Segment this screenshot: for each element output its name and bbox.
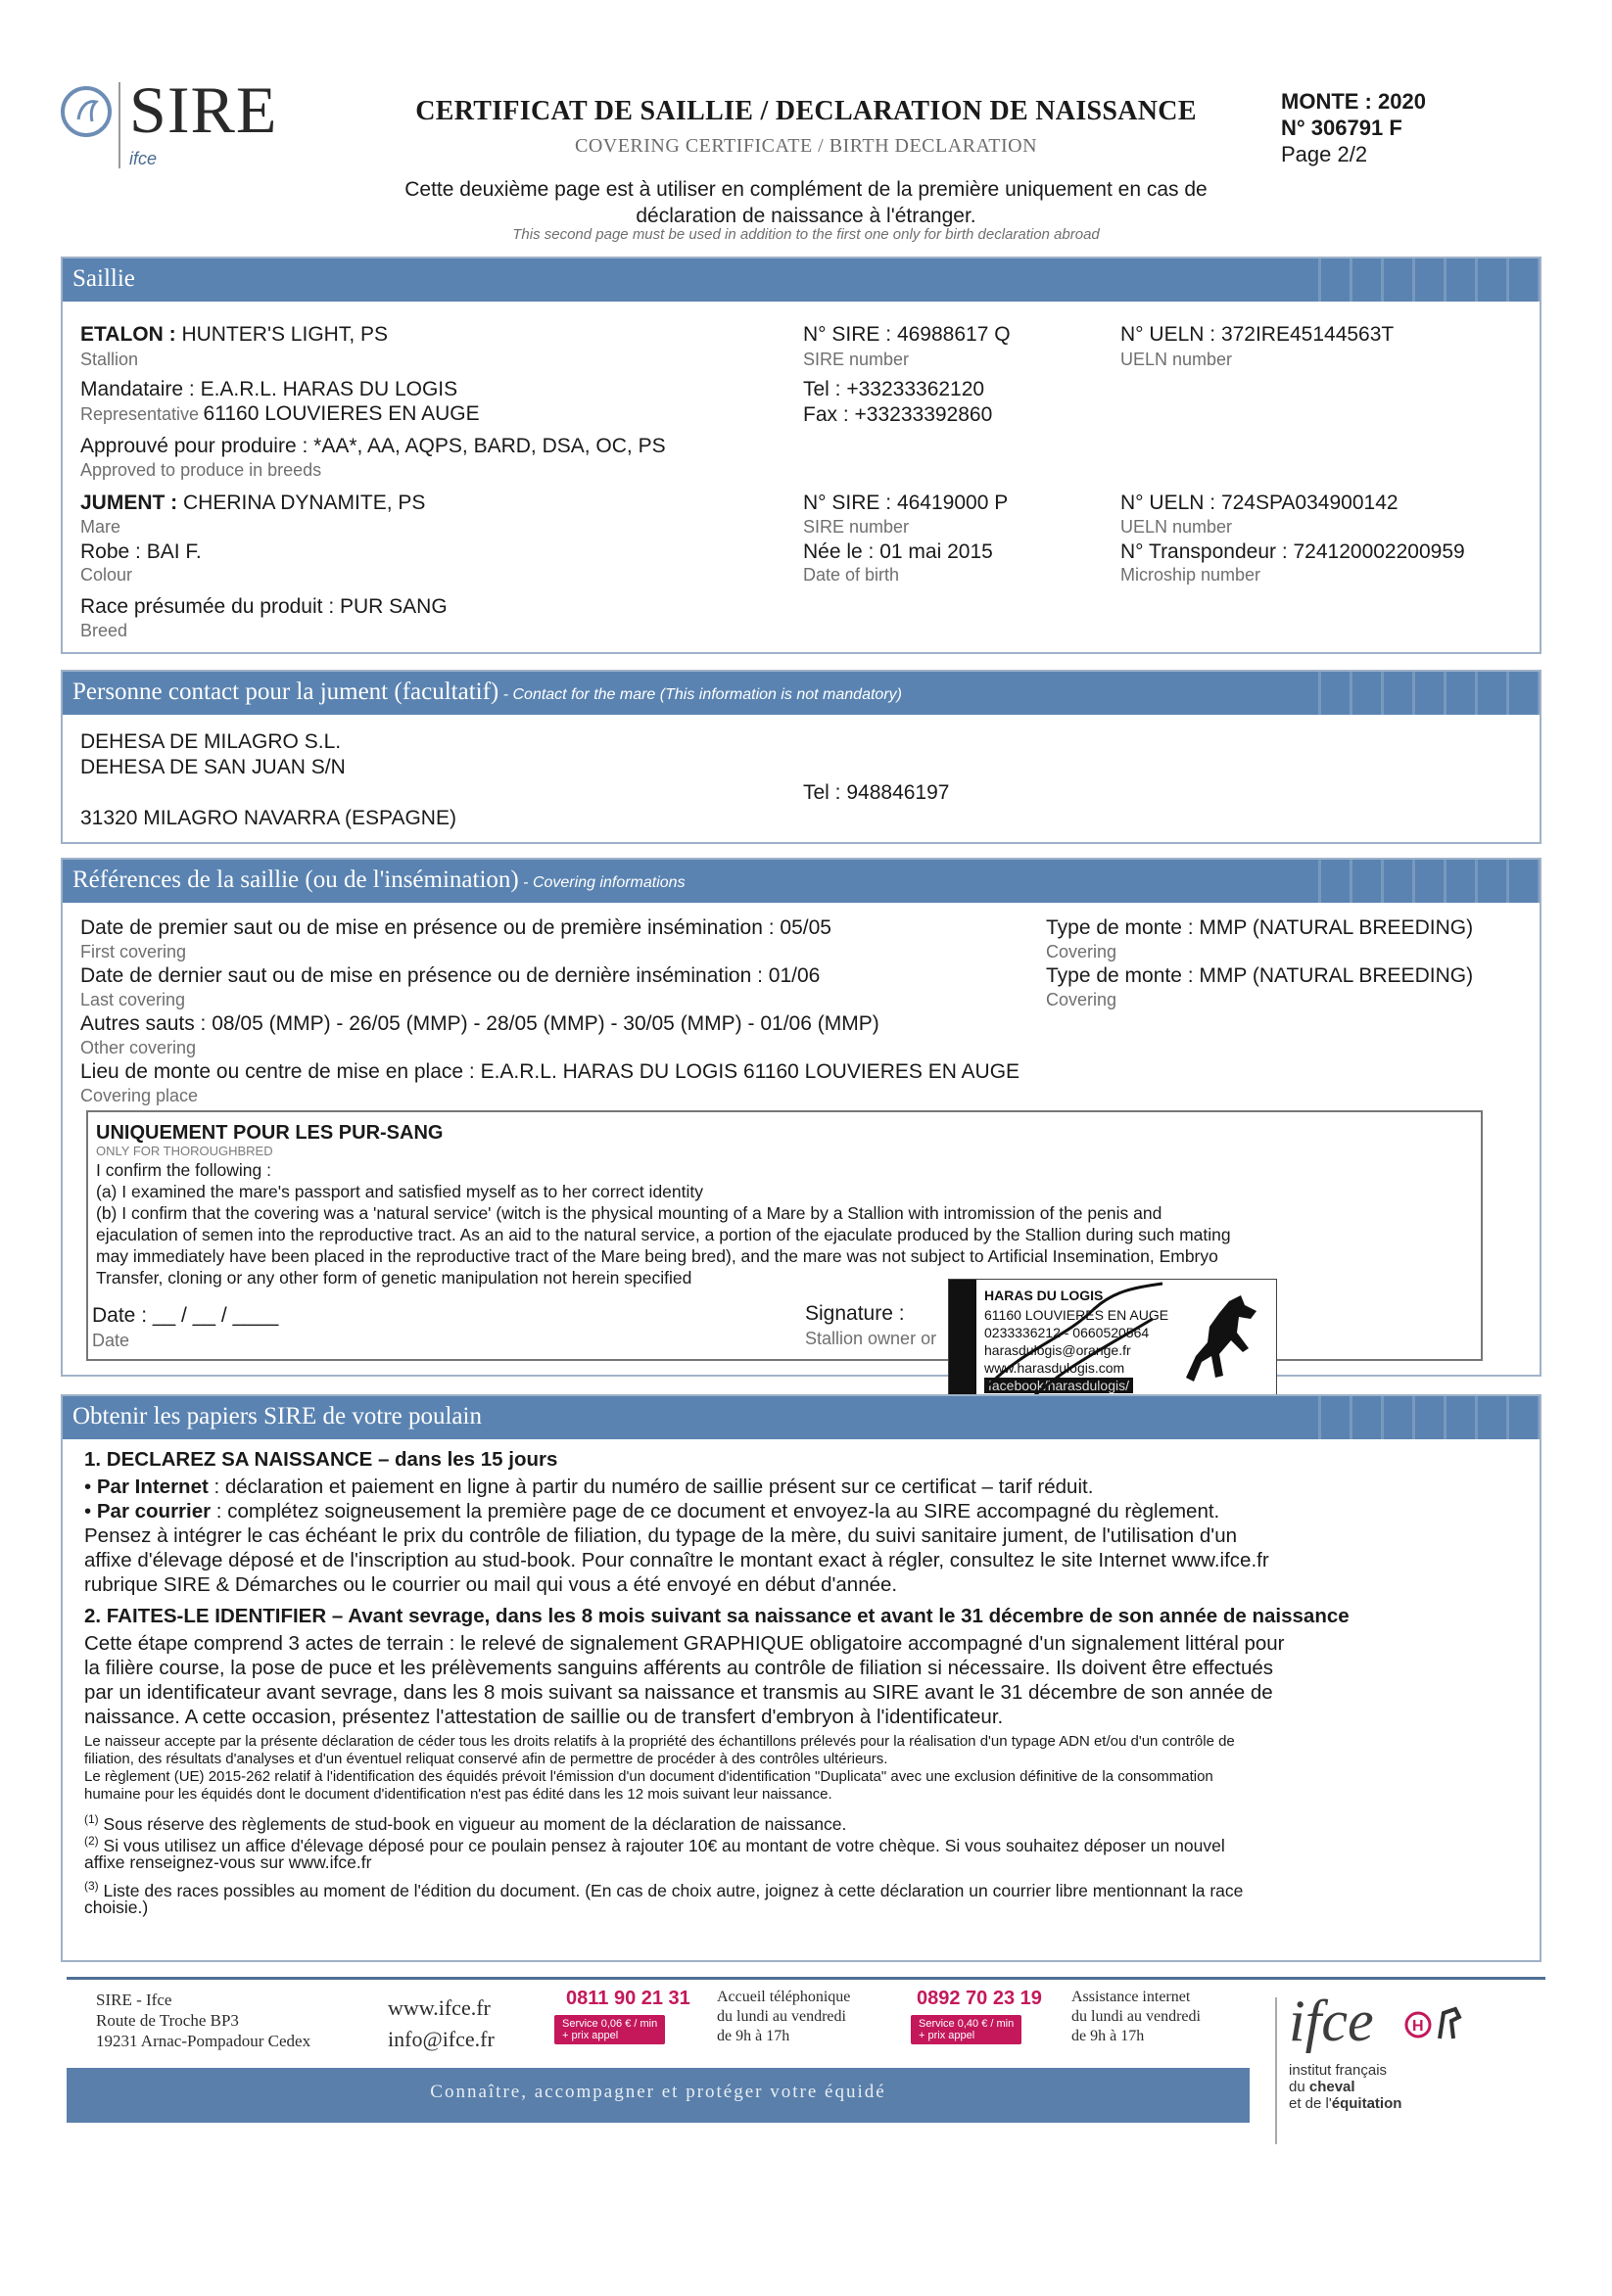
jument-label: JUMENT : [80, 492, 178, 514]
mandataire-label: Mandataire : [80, 378, 195, 400]
intro-line-1: Cette deuxième page est à utiliser en complément de la première uniquement en cas de [404, 178, 1208, 201]
price-line: Service 0,40 € / min [919, 2018, 1015, 2030]
robe-row [80, 540, 202, 564]
type-monte-2-en: Covering [1046, 990, 1117, 1009]
ifce-word: et de l' [1289, 2095, 1332, 2112]
tel-row [803, 378, 984, 401]
jument-ueln [1120, 492, 1399, 515]
references-heading-en: - Covering informations [518, 874, 686, 891]
phone-accueil[interactable]: 0811 90 21 31 [566, 1988, 690, 2009]
ifce-fullname [1289, 2062, 1401, 2112]
transpondeur-label: N° Transpondeur : [1120, 540, 1288, 563]
ifce-line: institut français [1289, 2062, 1388, 2079]
step-2-title: 2. FAITES-LE IDENTIFIER – Avant sevrage, dans les 8 mois suivant sa naissance et avant le 31 décembre de son année de naissance [84, 1605, 1350, 1627]
transpondeur-label-en: Microship number [1120, 565, 1261, 585]
mandataire-address: 61160 LOUVIERES EN AUGE [203, 402, 480, 425]
tb-line: Transfer, cloning or any other form of genetic manipulation not herein specified [96, 1268, 692, 1288]
fax-value: +33233392860 [854, 403, 993, 426]
type-monte-1: Type de monte : MMP (NATURAL BREEDING) [1046, 916, 1474, 939]
price-line: + prix appel [919, 2030, 975, 2041]
etalon-ueln [1120, 323, 1394, 347]
thoroughbred-subtitle: ONLY FOR THOROUGHBRED [96, 1144, 273, 1158]
note-text: Sous réserve des règlements de stud-book en vigueur au moment de la déclaration de naissance. [103, 1813, 847, 1834]
phone-1-price [554, 2015, 665, 2044]
ifce-word: équitation [1331, 2095, 1402, 2112]
note-3 [84, 1876, 1243, 1901]
intro-text-en: This second page must be used in addition to the first one only for birth declaration abroad [512, 226, 1100, 243]
contact-section [61, 670, 1541, 844]
etalon-label-en: Stallion [80, 350, 139, 369]
phone-1-desc [717, 1988, 850, 2046]
address-line: 19231 Arnac-Pompadour Cedex [96, 2032, 311, 2050]
saillie-heading: Saillie [72, 265, 135, 292]
desc-line: du lundi au vendredi [1071, 2008, 1201, 2025]
nee-label: Née le : [803, 540, 875, 563]
step-1-text: Pensez à intégrer le cas échéant le prix du contrôle de filiation, du typage de la mère, du suivi sanitaire jument, de l'utilisation d'un [84, 1524, 1238, 1547]
intro-line-2: déclaration de naissance à l'étranger. [636, 205, 976, 227]
note-text: choisie.) [84, 1898, 149, 1917]
section-heading [63, 672, 1540, 715]
type-monte-1-en: Covering [1046, 942, 1117, 961]
autres-sauts: Autres sauts : 08/05 (MMP) - 26/05 (MMP) - 28/05 (MMP) - 30/05 (MMP) - 01/06 (MMP) [80, 1012, 879, 1035]
sire-label: N° SIRE : [803, 492, 892, 514]
address-line: SIRE - Ifce [96, 1991, 172, 2009]
dernier-saut: Date de dernier saut ou de mise en présence ou de dernière insémination : 01/06 [80, 964, 821, 987]
ifce-word: cheval [1308, 2079, 1355, 2095]
sire-label-en: SIRE number [803, 350, 910, 369]
section-heading [63, 860, 1540, 903]
ifce-line [1289, 2095, 1401, 2112]
approuve-value: *AA*, AA, AQPS, BARD, DSA, OC, PS [313, 435, 666, 457]
robe-value: BAI F. [146, 540, 202, 563]
obtenir-heading: Obtenir les papiers SIRE de votre poulain [72, 1403, 482, 1429]
contact-tel: Tel : 948846197 [803, 781, 950, 804]
race-label: Race présumée du produit : [80, 595, 335, 618]
step-2-text: la filière course, la pose de puce et les prélèvements sanguins afférents au contrôle de filiation si nécessaire. Ils doivent être effectués [84, 1657, 1273, 1679]
legal-text: filiation, des résultats d'analyses et d'un éventuel reliquat conservé afin de permettre de procéder à des contrôles ultérieurs. [84, 1751, 888, 1767]
section-heading [63, 258, 1540, 302]
race-row [80, 595, 448, 619]
transpondeur-row [1120, 540, 1465, 564]
tb-line: (a) I examined the mare's passport and satisfied myself as to her correct identity [96, 1182, 704, 1201]
fax-row [803, 403, 992, 427]
thoroughbred-title: UNIQUEMENT POUR LES PUR-SANG [96, 1122, 444, 1144]
tb-line: I confirm the following : [96, 1160, 271, 1180]
contact-line-1: DEHESA DE MILAGRO S.L. [80, 730, 342, 753]
lieu-monte: Lieu de monte ou centre de mise en place : E.A.R.L. HARAS DU LOGIS 61160 LOUVIERES EN AUGE [80, 1060, 1020, 1083]
brand-sub: ifce [129, 149, 158, 168]
race-value: PUR SANG [340, 595, 448, 618]
etalon-sire-value: 46988617 Q [896, 323, 1011, 346]
footer-email-link[interactable]: info@ifce.fr [388, 2027, 495, 2051]
footer-address [96, 1990, 310, 2051]
step-2-text: naissance. A cette occasion, présentez l'attestation de saillie ou de transfert d'embryon à l'identificateur. [84, 1706, 1004, 1728]
jument-value: CHERINA DYNAMITE, PS [183, 492, 426, 514]
logo-divider [1275, 1997, 1277, 2144]
signature-scribble-icon [976, 1280, 1172, 1400]
step-2-text: par un identificateur avant sevrage, dans les 8 mois suivant sa naissance et transmis au SIRE avant le 31 décembre de son année de [84, 1681, 1273, 1704]
price-line: Service 0,06 € / min [562, 2018, 658, 2030]
certificate-ref [1281, 88, 1426, 167]
monte-year: MONTE : 2020 [1281, 89, 1426, 114]
legal-text: humaine pour les équidés dont le document d'identification n'est pas édité dans les 12 mois suivant leur naissance. [84, 1786, 832, 1803]
heading-stripes [1304, 258, 1540, 302]
jument-sire [803, 492, 1008, 515]
jument-sire-value: 46419000 P [896, 492, 1009, 514]
desc-line: de 9h à 17h [717, 2028, 790, 2044]
date-field[interactable]: Date : __ / __ / ____ [92, 1304, 279, 1327]
certificate-number: N° 306791 F [1281, 116, 1402, 140]
stamp-line: 61160 LOUVIERES EN AUGE [984, 1307, 1169, 1323]
footer-divider [67, 1977, 1545, 1980]
heading-stripes [1304, 860, 1540, 903]
stamp-line: harasdulogis@orange.fr [984, 1342, 1131, 1358]
nee-value: 01 mai 2015 [879, 540, 993, 563]
nee-label-en: Date of birth [803, 565, 900, 585]
signature-field[interactable]: Signature : [805, 1302, 905, 1325]
internet-label: Par Internet [96, 1476, 209, 1498]
note-text: affixe renseignez-vous sur www.ifce.fr [84, 1852, 372, 1872]
ueln-label: N° UELN : [1120, 323, 1216, 346]
tb-line: ejaculation of semen into the reproductive tract. As an aid to the natural service, a portion of the ejaculate produced by the Stallion during such mating [96, 1225, 1231, 1244]
phone-2-desc [1071, 1988, 1201, 2046]
ifce-emblem-icon [1404, 2003, 1463, 2046]
stamp-line: HARAS DU LOGIS [984, 1288, 1104, 1303]
etalon-value: HUNTER'S LIGHT, PS [181, 323, 388, 346]
footer-tagline: Connaître, accompagner et protéger votre équidé [67, 2068, 1250, 2123]
ueln-label-en: UELN number [1120, 350, 1233, 369]
transpondeur-value: 724120002200959 [1293, 540, 1465, 563]
step-2-text: Cette étape comprend 3 actes de terrain : le relevé de signalement GRAPHIQUE obligatoire accompagné d'un signalement littéral pour [84, 1632, 1285, 1655]
tel-value: +33233362120 [846, 378, 985, 400]
etalon-sire [803, 323, 1011, 347]
mandataire-name: E.A.R.L. HARAS DU LOGIS [200, 378, 458, 400]
sire-label: N° SIRE : [803, 323, 892, 346]
contact-line-3: 31320 MILAGRO NAVARRA (ESPAGNE) [80, 807, 456, 829]
step-1-text: affixe d'élevage déposé et de l'inscription au stud-book. Pour connaître le montant exact à régler, consultez le site Internet www.ifce.fr [84, 1549, 1269, 1571]
desc-line: Assistance internet [1071, 1989, 1191, 2005]
etalon-label: ETALON : [80, 323, 176, 346]
jument-label-en: Mare [80, 517, 121, 537]
approuve-row [80, 435, 666, 458]
stamp-line: facebook/harasdulogis/ [984, 1378, 1133, 1393]
footer-website-link[interactable]: www.ifce.fr [388, 1995, 491, 2020]
desc-line: Accueil téléphonique [717, 1989, 851, 2005]
jument-row [80, 492, 425, 515]
approuve-label-en: Approved to produce in breeds [80, 460, 322, 480]
nee-row [803, 540, 993, 564]
step-1-title: 1. DECLAREZ SA NAISSANCE – dans les 15 jours [84, 1448, 558, 1471]
obtenir-section [61, 1394, 1541, 1962]
heading-stripes [1304, 1396, 1540, 1439]
legal-text: Le naisseur accepte par la présente déclaration de céder tous les droits relatifs à la propriété des échantillons prélevés pour la réalisation d'un typage ADN et/ou d'un contrôle de [84, 1733, 1235, 1750]
race-label-en: Breed [80, 621, 128, 640]
lieu-monte-en: Covering place [80, 1086, 199, 1105]
references-heading: Références de la saillie (ou de l'insémination) [72, 867, 519, 893]
type-monte-2: Type de monte : MMP (NATURAL BREEDING) [1046, 964, 1474, 987]
mandataire-address-row [80, 402, 480, 426]
desc-line: du lundi au vendredi [717, 2008, 846, 2025]
tb-line: may immediately have been placed in the reproductive tract of the Mare being bred), and the mare was not subject to Artificial Insemination, Embryo [96, 1246, 1218, 1266]
mandataire-row [80, 378, 457, 401]
approuve-label: Approuvé pour produire : [80, 435, 308, 457]
courrier-line: • Par courrier : complétez soigneusement la première page de ce document et envoyez-la au SIRE accompagné du règlement. [84, 1500, 1220, 1523]
autres-sauts-en: Other covering [80, 1038, 197, 1057]
note-text: Si vous utilisez un affice d'élevage déposé pour ce poulain pensez à rajouter 10€ au montant de votre chèque. Si vous souhaitez déposer un nouvel [103, 1835, 1225, 1855]
stamp-line: 0233336212 - 0660520564 [984, 1325, 1150, 1340]
page-number: Page 2/2 [1281, 142, 1368, 166]
ifce-wordmark: ifce [1289, 1989, 1374, 2053]
courrier-text: : complétez soigneusement la première page de ce document et envoyez-la au SIRE accompagné du règlement. [211, 1500, 1220, 1523]
legal-text: Le règlement (UE) 2015-262 relatif à l'identification des équidés prévoit l'émission d'un document d'identification "Duplicata" avec une exclusion définitive de la consommation [84, 1768, 1213, 1785]
page-title: CERTIFICAT DE SAILLIE / DECLARATION DE NAISSANCE [415, 96, 1197, 126]
haras-stamp [948, 1279, 1277, 1400]
date-label-en: Date [92, 1331, 130, 1350]
courrier-label: Par courrier [96, 1500, 212, 1523]
phone-assistance[interactable]: 0892 70 23 19 [917, 1988, 1042, 2009]
dernier-saut-en: Last covering [80, 990, 186, 1009]
ueln-label-en: UELN number [1120, 517, 1233, 537]
contact-line-2: DEHESA DE SAN JUAN S/N [80, 756, 346, 778]
note-text: Liste des races possibles au moment de l'édition du document. (En cas de choix autre, joignez à cette déclaration un courrier libre mentionnant la race [103, 1880, 1244, 1900]
address-line: Route de Troche BP3 [96, 2011, 239, 2030]
note-marker: (2) [84, 1834, 99, 1848]
phone-2-price [911, 2015, 1021, 2044]
rearing-horse-icon [1180, 1293, 1268, 1391]
robe-label-en: Colour [80, 565, 133, 585]
premier-saut-en: First covering [80, 942, 187, 961]
contact-heading-en: - Contact for the mare (This information is not mandatory) [498, 686, 902, 703]
stamp-bar [949, 1280, 976, 1400]
tb-line: (b) I confirm that the covering was a 'natural service' (witch is the physical mounting of a Mare by a Stallion with intromission of the penis and [96, 1203, 1162, 1223]
premier-saut: Date de premier saut ou de mise en présence ou de première insémination : 05/05 [80, 916, 831, 939]
internet-text: : déclaration et paiement en ligne à partir du numéro de saillie présent sur ce certificat – tarif réduit. [208, 1476, 1094, 1498]
saillie-section [61, 257, 1541, 654]
signature-label-en: Stallion owner or [805, 1329, 937, 1348]
desc-line: de 9h à 17h [1071, 2028, 1145, 2044]
fax-label: Fax : [803, 403, 849, 426]
etalon-ueln-value: 372IRE45144563T [1220, 323, 1395, 346]
section-heading [63, 1396, 1540, 1439]
intro-text [294, 176, 1318, 229]
note-marker: (3) [84, 1879, 99, 1893]
internet-line: • Par Internet : déclaration et paiement en ligne à partir du numéro de saillie présent sur ce certificat – tarif réduit. [84, 1476, 1094, 1498]
stamp-line: www.harasdulogis.com [984, 1360, 1125, 1376]
sire-label-en: SIRE number [803, 517, 910, 537]
contact-heading: Personne contact pour la jument (facultatif) [72, 679, 499, 705]
ifce-line [1289, 2079, 1401, 2095]
note-marker: (1) [84, 1812, 99, 1826]
jument-ueln-value: 724SPA034900142 [1220, 492, 1399, 514]
ueln-label: N° UELN : [1120, 492, 1216, 514]
robe-label: Robe : [80, 540, 141, 563]
ifce-word: du [1289, 2079, 1305, 2095]
step-1-text: rubrique SIRE & Démarches ou le courrier ou mail qui vous a été envoyé en début d'année. [84, 1573, 898, 1596]
page-title-en: COVERING CERTIFICATE / BIRTH DECLARATION [574, 135, 1038, 157]
brand-name: SIRE [129, 72, 278, 147]
tel-label: Tel : [803, 378, 841, 400]
heading-stripes [1304, 672, 1540, 715]
svg-text:H: H [1412, 2018, 1424, 2035]
price-line: + prix appel [562, 2030, 619, 2041]
mandataire-label-en: Representative [80, 404, 200, 424]
etalon-row [80, 323, 388, 347]
